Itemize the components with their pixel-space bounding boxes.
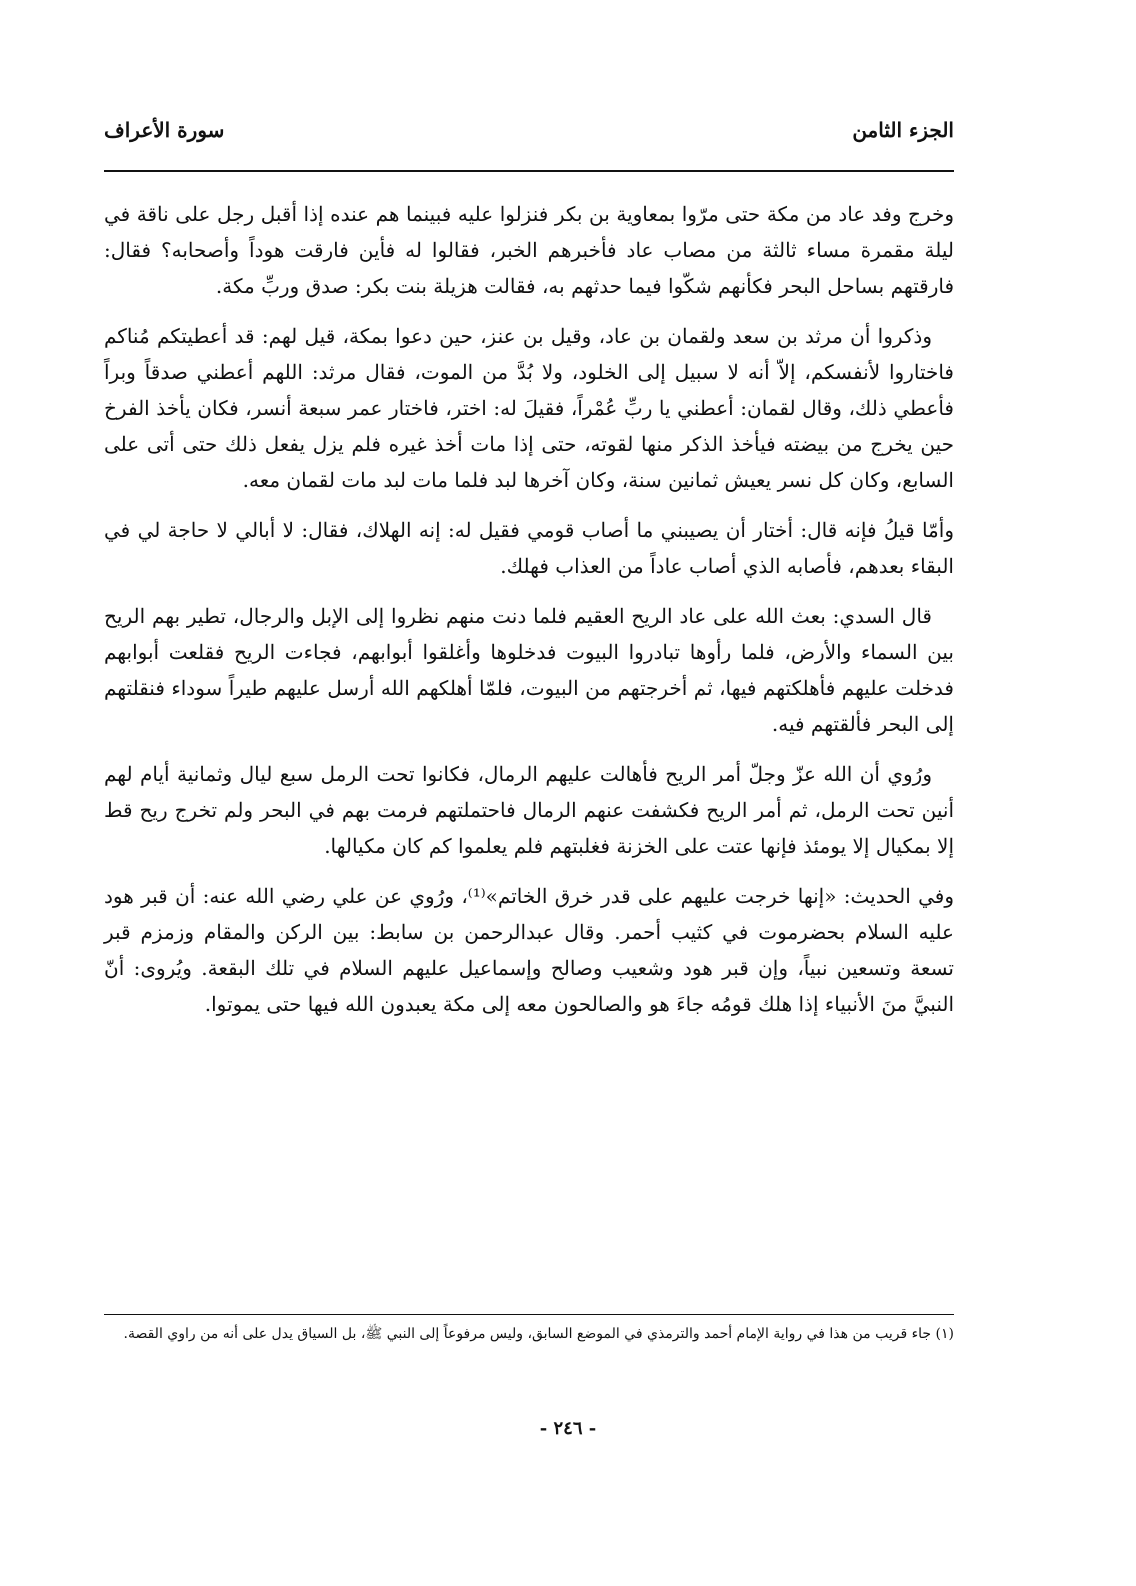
paragraph: وفي الحديث: «إنها خرجت عليهم على قدر خرق الخاتم»⁽¹⁾، ورُوي عن علي رضي الله عنه: أن قبر هود عليه السلام بحضرموت في كثيب أحمر. وقال عبدالرحمن بن سابط: بين الركن والمقام وزمزم قبر تسعة وتسعين نبياً، وإن قبر هود وشعيب وصالح وإسماعيل عليهم السلام في تلك البقعة. ويُروى: أنّ النبيَّ منَ الأنبياء إذا هلك قومُه جاءَ هو والصالحون معه إلى مكة يعبدون الله فيها حتى يموتوا. [104,884,954,1016]
paragraph: وخرج وفد عاد من مكة حتى مرّوا بمعاوية بن بكر فنزلوا عليه فبينما هم عنده إذا أقبل رجل على ناقة في ليلة مقمرة مساء ثالثة من مصاب عاد فأخبرهم الخبر، فقالوا له فأين فارقت هوداً وأصحابه؟ فقال: فارقتهم بساحل البحر فكأنهم شكّوا فيما حدثهم به، فقالت هزيلة بنت بكر: صدق وربِّ مكة. [104,202,954,298]
page-body [104,196,954,1036]
header-surah-label: سورة الأعراف [104,118,225,142]
header-rule [104,170,954,172]
header-part-label: الجزء الثامن [852,118,954,142]
paragraph: وذكروا أن مرثد بن سعد ولقمان بن عاد، وقيل بن عنز، حين دعوا بمكة، قيل لهم: قد أعطيتكم مُناكم فاختاروا لأنفسكم، إلاّ أنه لا سبيل إلى الخلود، ولا بُدَّ من الموت، فقال مرثد: اللهم أعطني صدقاً وبراً فأعطي ذلك، وقال لقمان: أعطني يا ربِّ عُمْراً، فقيلَ له: اختر، فاختار عمر سبعة أنسر، فكان يأخذ الفرخ حين يخرج من بيضته فيأخذ الذكر منها لقوته، حتى إذا مات أخذ غيره فلم يزل يفعل ذلك حتى أتى على السابع، وكان كل نسر يعيش ثمانين سنة، وكان آخرها لبد فلما مات لبد مات لقمان معه. [104,324,954,492]
paragraph: وأمّا قيلُ فإنه قال: أختار أن يصيبني ما أصاب قومي فقيل له: إنه الهلاك، فقال: لا أبالي لا حاجة لي في البقاء بعدهم، فأصابه الذي أصاب عاداً من العذاب فهلك. [104,518,954,578]
footnote: (١) جاء قريب من هذا في رواية الإمام أحمد والترمذي في الموضع السابق، وليس مرفوعاً إلى النبي ﷺ، بل السياق يدل على أنه من راوي القصة. [123,1326,954,1342]
running-header [104,118,954,142]
paragraph: ورُوي أن الله عزّ وجلّ أمر الريح فأهالت عليهم الرمال، فكانوا تحت الرمل سبع ليال وثمانية أيام لهم أنين تحت الرمل، ثم أمر الريح فكشفت عنهم الرمال فاحتملتهم فرمت بهم في البحر ولم تخرج ريح قط إلا بمكيال إلا يومئذ فإنها عتت على الخزنة فغلبتهم فلم يعلموا كم كان مكيالها. [104,762,954,858]
page-number: - ٢٤٦ - [539,1418,597,1439]
paragraph: قال السدي: بعث الله على عاد الريح العقيم فلما دنت منهم نظروا إلى الإبل والرجال، تطير بهم الريح بين السماء والأرض، فلما رأوها تبادروا البيوت فدخلوها وأغلقوا أبوابهم، فجاءت الريح فقلعت أبوابهم فدخلت عليهم فأهلكتهم فيها، ثم أخرجتهم من البيوت، فلمّا أهلكهم الله أرسل عليهم طيراً سوداء فنقلتهم إلى البحر فألقتهم فيه. [104,604,954,736]
footnote-rule [104,1314,954,1315]
